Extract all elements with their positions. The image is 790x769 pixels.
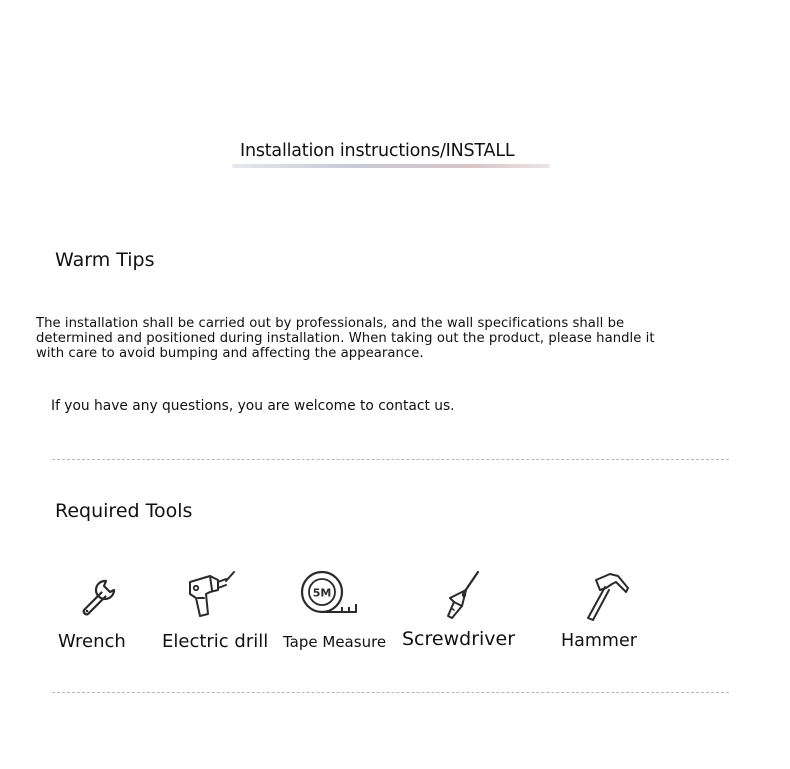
- section-divider: [52, 692, 729, 693]
- warm-tips-line: with care to avoid bumping and affecting the appearance.: [36, 346, 424, 361]
- tape-measure-icon: [300, 570, 358, 616]
- screwdriver-icon: [442, 568, 482, 620]
- hammer-icon: [584, 572, 632, 622]
- tool-label-screwdriver: Screwdriver: [402, 628, 516, 650]
- section-divider: [52, 459, 729, 460]
- tool-label-hammer: Hammer: [561, 631, 637, 651]
- tool-label-electric-drill: Electric drill: [162, 631, 269, 652]
- wrench-icon: [76, 570, 124, 618]
- title-underline: [232, 164, 550, 168]
- tape-measure-marking: 5M: [312, 586, 332, 600]
- required-tools-heading: Required Tools: [55, 500, 193, 522]
- warm-tips-line: determined and positioned during installation. When taking out the product, please handle it: [36, 331, 655, 346]
- warm-tips-line: The installation shall be carried out by professionals, and the wall specifications shall be: [36, 316, 625, 331]
- contact-note: If you have any questions, you are welcome to contact us.: [51, 398, 455, 414]
- warm-tips-text: [36, 316, 686, 361]
- tool-label-tape-measure: Tape Measure: [283, 633, 387, 651]
- warm-tips-heading: Warm Tips: [55, 249, 155, 271]
- page-title: Installation instructions/INSTALL: [240, 141, 515, 161]
- tool-label-wrench: Wrench: [58, 631, 126, 652]
- electric-drill-icon: [184, 568, 238, 620]
